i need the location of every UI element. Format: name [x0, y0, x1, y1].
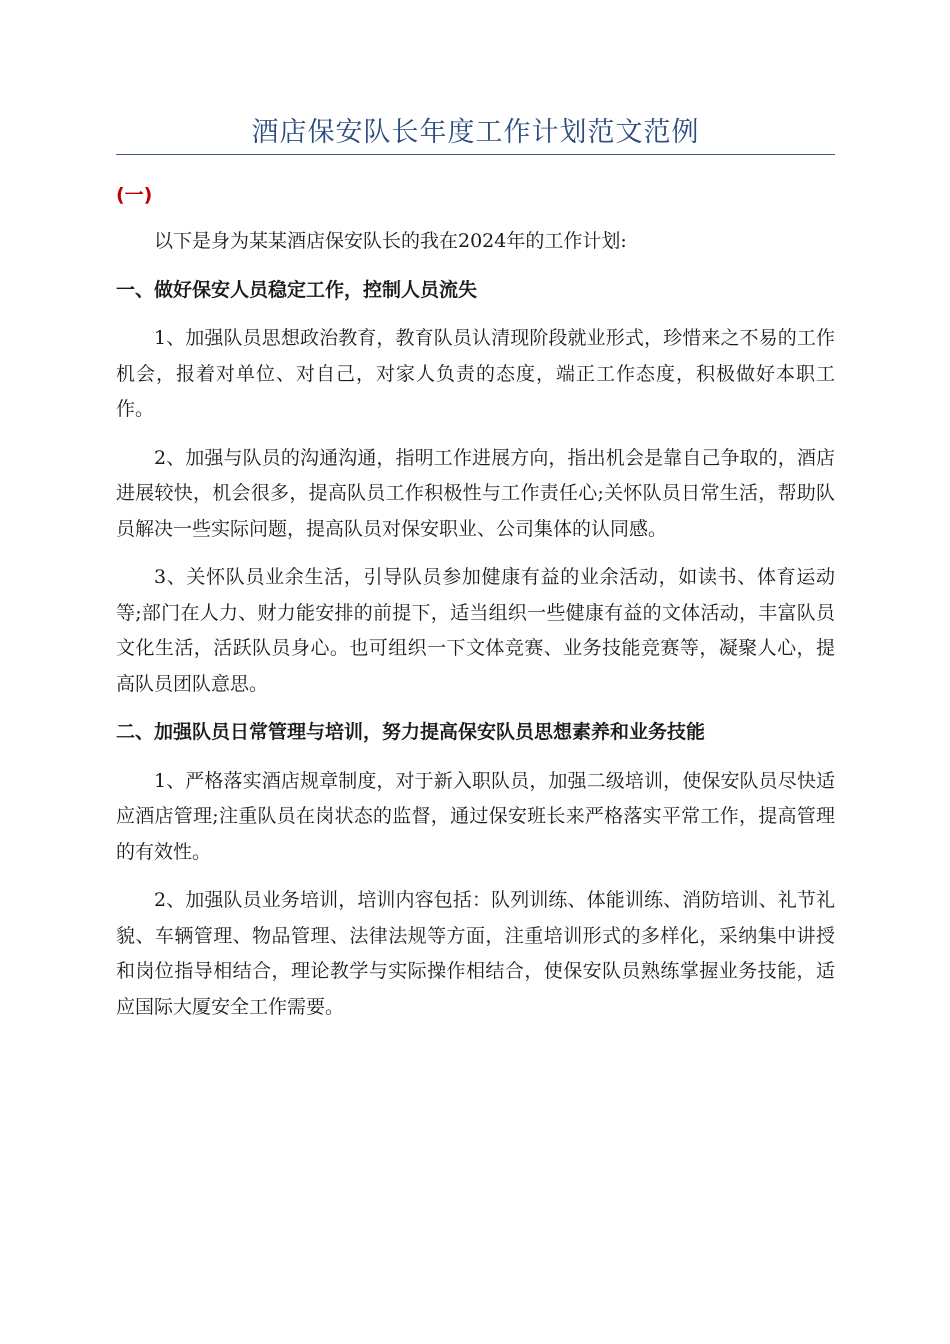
- paragraph: 3、关怀队员业余生活，引导队员参加健康有益的业余活动，如读书、体育运动等;部门在人力、财力能安排的前提下，适当组织一些健康有益的文体活动，丰富队员文化生活，活跃队员身心。也可组织一下文体竞赛、业务技能竞赛等，凝聚人心，提高队员团队意思。: [116, 566, 835, 695]
- paragraph: 1、加强队员思想政治教育，教育队员认清现阶段就业形式，珍惜来之不易的工作机会，报着对单位、对自己，对家人负责的态度，端正工作态度，积极做好本职工作。: [116, 327, 835, 420]
- section-marker: (一): [116, 184, 153, 206]
- document-title: 酒店保安队长年度工作计划范文范例: [251, 117, 700, 148]
- paragraph: 1、严格落实酒店规章制度，对于新入职队员，加强二级培训，使保安队员尽快适应酒店管理;注重队员在岗状态的监督，通过保安班长来严格落实平常工作，提高管理的有效性。: [116, 769, 835, 863]
- intro-paragraph: 以下是身为某某酒店保安队长的我在2024年的工作计划:: [154, 230, 627, 252]
- paragraph: 2、加强与队员的沟通沟通，指明工作进展方向，指出机会是靠自己争取的，酒店进展较快，机会很多，提高队员工作积极性与工作责任心;关怀队员日常生活，帮助队员解决一些实际问题，提高队员对保安职业、公司集体的认同感。: [116, 446, 835, 540]
- paragraph: 2、加强队员业务培训，培训内容包括：队列训练、体能训练、消防培训、礼节礼貌、车辆管理、物品管理、法律法规等方面，注重培训形式的多样化，采纳集中讲授和岗位指导相结合，理论教学与实际操作相结合，使保安队员熟练掌握业务技能，适应国际大厦安全工作需要。: [116, 889, 835, 1018]
- section-heading-2: 二、加强队员日常管理与培训，努力提高保安队员思想素养和业务技能: [116, 721, 706, 743]
- title-underline: [116, 154, 835, 155]
- document-body: [116, 224, 835, 1038]
- section-heading-1: 一、做好保安人员稳定工作，控制人员流失: [116, 278, 478, 301]
